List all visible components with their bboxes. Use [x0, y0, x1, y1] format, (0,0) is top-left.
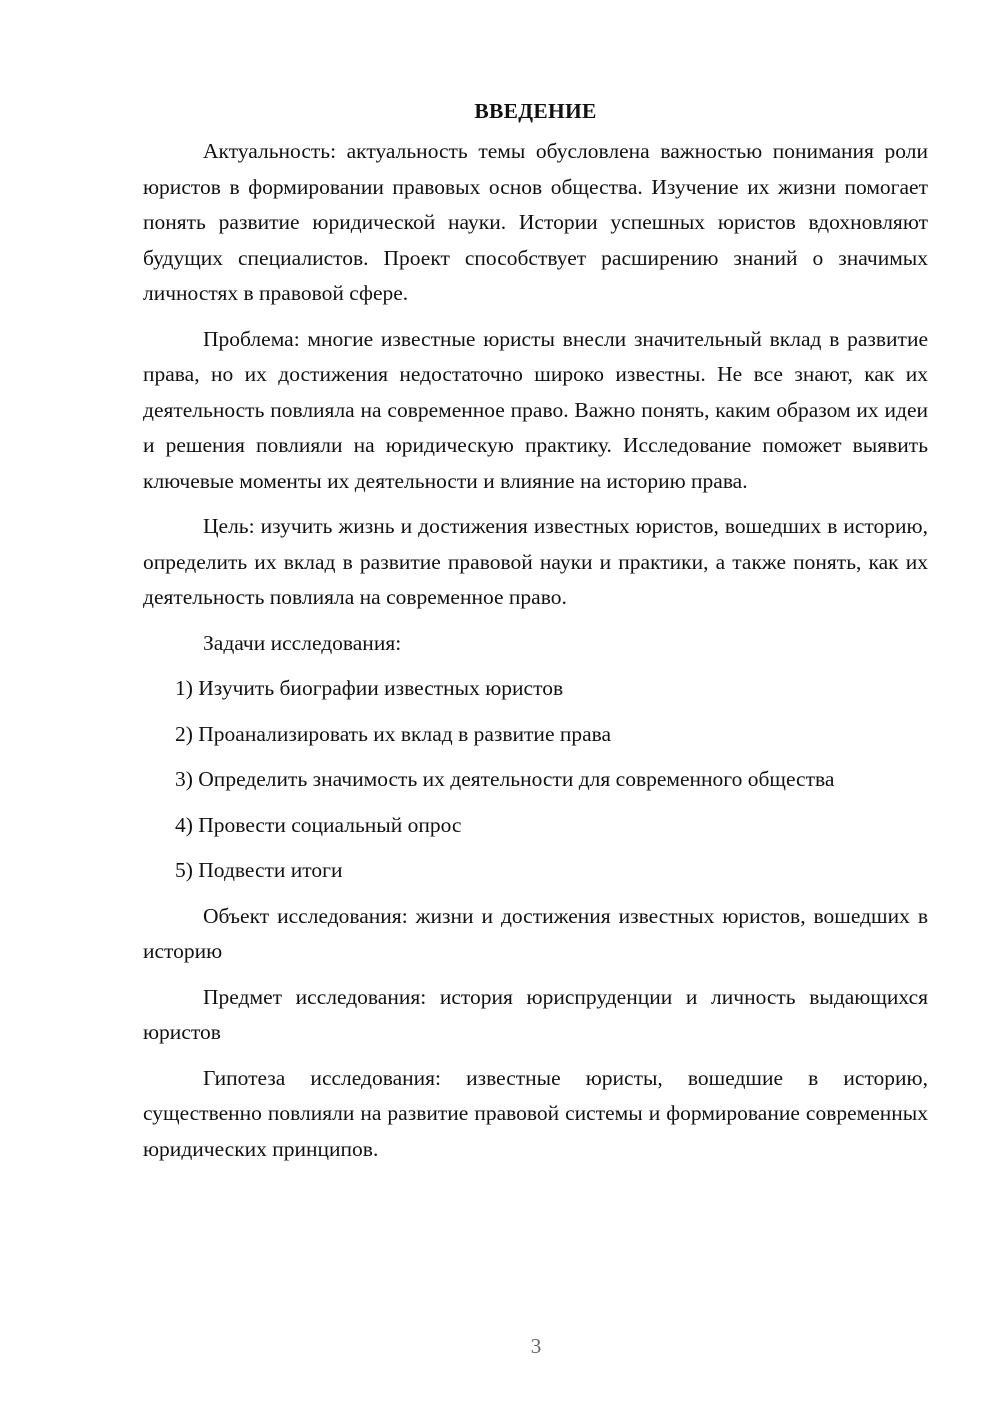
page-content	[143, 96, 928, 1177]
relevance-paragraph: Актуальность: актуальность темы обусловлена важностью понимания роли юристов в формировании правовых основ общества. Изучение их жизни помогает понять развитие юридической науки. Истории успешных юристов вдохновляют будущих специалистов. Проект способствует расширению знаний о значимых личностях в правовой сфере.	[143, 139, 928, 305]
subject-paragraph: Предмет исследования: история юриспруденции и личность выдающихся юристов	[143, 984, 928, 1044]
object-paragraph: Объект исследования: жизни и достижения известных юристов, вошедших в историю	[143, 903, 928, 963]
tasks-heading: Задачи исследования:	[203, 630, 402, 655]
task-item-3: 3) Определить значимость их деятельности для современного общества	[175, 767, 835, 791]
problem-paragraph: Проблема: многие известные юристы внесли значительный вклад в развитие права, но их достижения недостаточно широко известны. Не все знают, как их деятельность повлияла на современное право. Важно понять, каким образом их идеи и решения повлияли на юридическую практику. Исследование поможет выявить ключевые моменты их деятельности и влияние на историю права.	[143, 326, 928, 493]
task-item-5: 5) Подвести итоги	[175, 858, 343, 882]
task-item-2: 2) Проанализировать их вклад в развитие права	[175, 721, 612, 746]
hypothesis-paragraph: Гипотеза исследования: известные юристы, вошедшие в историю, существенно повлияли на развитие правовой системы и формирование современных юридических принципов.	[143, 1065, 928, 1161]
task-item-1: 1) Изучить биографии известных юристов	[175, 676, 564, 700]
goal-paragraph: Цель: изучить жизнь и достижения известных юристов, вошедших в историю, определить их вклад в развитие правовой науки и практики, а также понять, как их деятельность повлияла на современное право.	[143, 514, 928, 609]
page-title: ВВЕДЕНИЕ	[474, 99, 597, 123]
page-number: 3	[530, 1334, 542, 1358]
task-item-4: 4) Провести социальный опрос	[175, 812, 462, 837]
